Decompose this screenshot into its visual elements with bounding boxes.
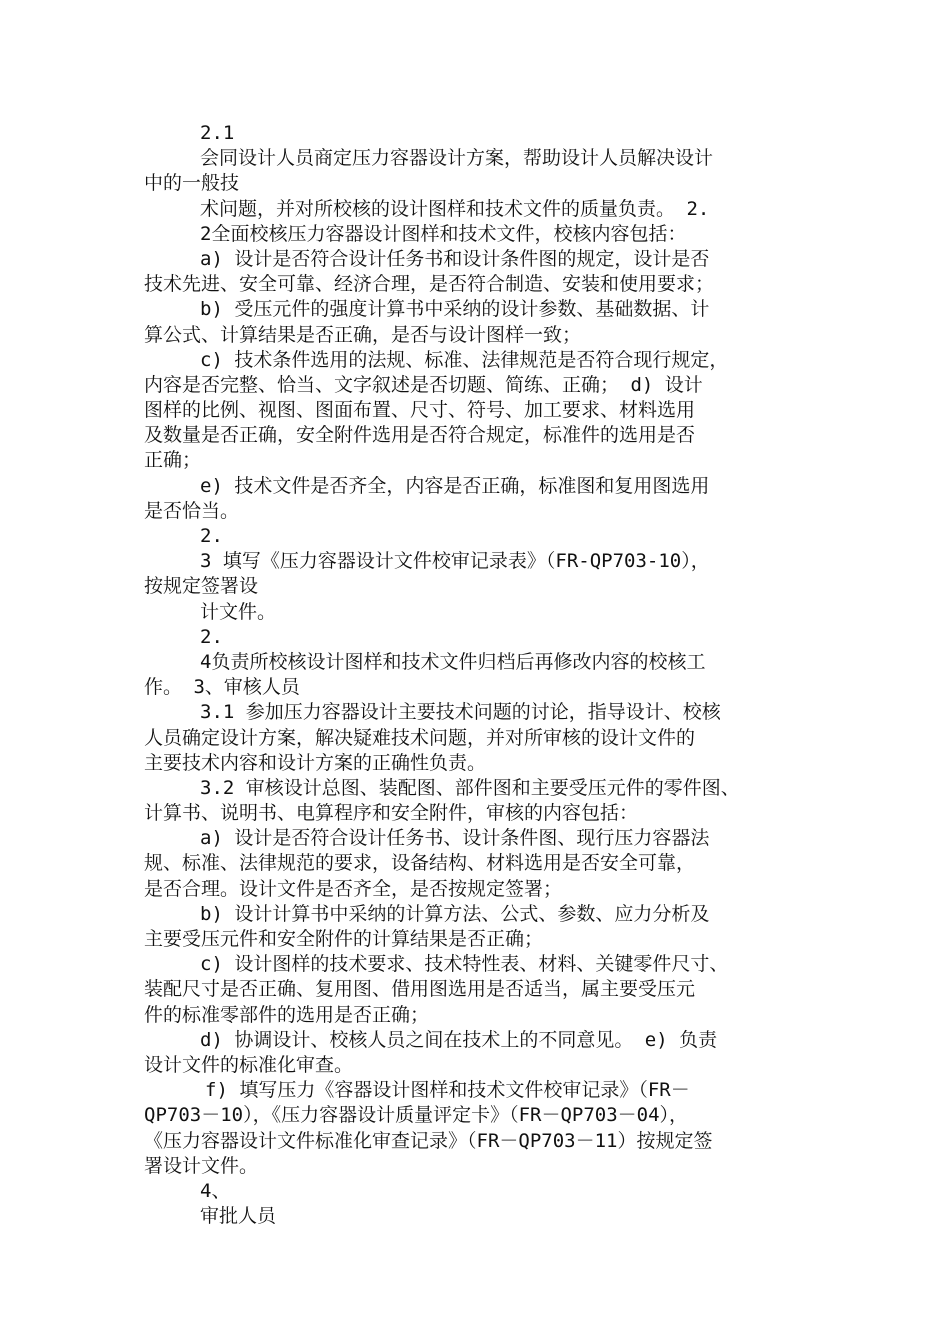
text-line: 4负责所校核设计图样和技术文件归档后再修改内容的校核工 <box>200 650 706 673</box>
text-line: 算公式、计算结果是否正确，是否与设计图样一致； <box>144 323 582 346</box>
text-line: 装配尺寸是否正确、复用图、借用图选用是否适当，属主要受压元 <box>144 978 696 1001</box>
text-line: 3 填写《压力容器设计文件校审记录表》（FR-QP703-10）， <box>200 550 710 573</box>
text-line: 技术先进、安全可靠、经济合理，是否符合制造、安装和使用要求； <box>144 273 715 296</box>
text-line: 会同设计人员商定压力容器设计方案，帮助设计人员解决设计 <box>200 147 714 170</box>
text-line: 是否恰当。 <box>144 499 240 522</box>
document-body <box>144 121 814 1229</box>
text-line: 署设计文件。 <box>144 1154 259 1177</box>
text-line: b) 受压元件的强度计算书中采纳的设计参数、基础数据、计 <box>200 298 710 321</box>
text-line: 作。 3、审核人员 <box>144 676 300 699</box>
text-line: QP703－10），《压力容器设计质量评定卡》（FR－QP703－04）， <box>144 1104 689 1127</box>
text-line: c) 设计图样的技术要求、技术特性表、材料、关键零件尺寸、 <box>200 953 729 976</box>
text-line: e) 技术文件是否齐全，内容是否正确，标准图和复用图选用 <box>200 474 710 497</box>
text-line: 人员确定设计方案，解决疑难技术问题，并对所审核的设计文件的 <box>144 726 696 749</box>
text-line: 内容是否完整、恰当、文字叙述是否切题、简练、正确； d) 设计 <box>144 373 703 396</box>
text-line: 图样的比例、视图、图面布置、尺寸、符号、加工要求、材料选用 <box>144 399 696 422</box>
text-line: 审批人员 <box>200 1205 277 1228</box>
text-line: 3.2 审核设计总图、装配图、部件图和主要受压元件的零件图、 <box>200 776 740 799</box>
text-line: 按规定签署设 <box>144 575 259 598</box>
text-line: c) 技术条件选用的法规、标准、法律规范是否符合现行规定， <box>200 348 729 371</box>
text-line: 2全面校核压力容器设计图样和技术文件，校核内容包括： <box>200 222 687 245</box>
text-line: 正确； <box>144 449 202 472</box>
text-line: a) 设计是否符合设计任务书、设计条件图、现行压力容器法 <box>200 827 710 850</box>
text-line: 2.1 <box>200 122 235 144</box>
text-line: a) 设计是否符合设计任务书和设计条件图的规定，设计是否 <box>200 247 710 270</box>
text-line: 2. <box>200 625 223 648</box>
text-line: d) 协调设计、校核人员之间在技术上的不同意见。 e) 负责 <box>200 1028 718 1051</box>
text-line: 计算书、说明书、电算程序和安全附件，审核的内容包括： <box>144 802 639 825</box>
text-line: 3.1 参加压力容器设计主要技术问题的讨论，指导设计、校核 <box>200 701 721 724</box>
text-line: 设计文件的标准化审查。 <box>144 1053 354 1076</box>
text-line: 《压力容器设计文件标准化审查记录》（FR－QP703－11）按规定签 <box>144 1129 713 1152</box>
text-line: 2. <box>200 525 223 547</box>
text-line: 4、 <box>200 1179 231 1202</box>
text-line: b) 设计计算书中采纳的计算方法、公式、参数、应力分析及 <box>200 902 710 925</box>
text-line: f) 填写压力《容器设计图样和技术文件校审记录》（FR－ <box>205 1079 690 1102</box>
text-line: 规、标准、法律规范的要求，设备结构、材料选用是否安全可靠， <box>144 852 696 875</box>
text-line: 是否合理。设计文件是否齐全，是否按规定签署； <box>144 877 563 900</box>
text-line: 件的标准零部件的选用是否正确； <box>144 1003 430 1026</box>
text-line: 主要技术内容和设计方案的正确性负责。 <box>144 751 487 774</box>
text-line: 中的一般技 <box>144 172 240 195</box>
text-line: 及数量是否正确，安全附件选用是否符合规定，标准件的选用是否 <box>144 424 696 447</box>
text-line: 术问题，并对所校核的设计图样和技术文件的质量负责。 2. <box>200 197 710 220</box>
text-line: 计文件。 <box>200 600 277 623</box>
text-line: 主要受压元件和安全附件的计算结果是否正确； <box>144 928 544 950</box>
